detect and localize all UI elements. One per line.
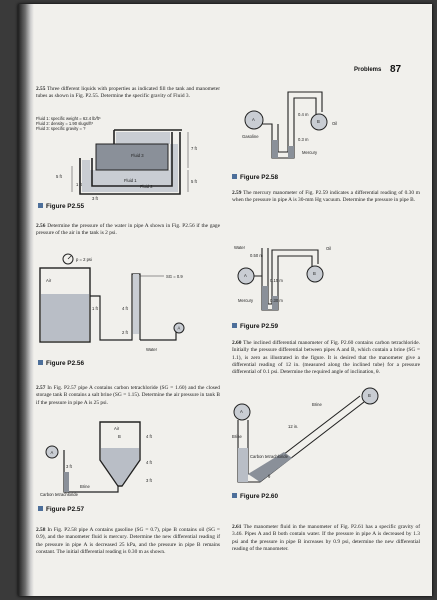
fig-p255-legend-2: Fluid 2: density = 1.90 slugs/ft³ (36, 121, 93, 126)
figure-p2-60-caption: Figure P2.60 (232, 493, 278, 500)
fig-p257-label-air: Air (114, 426, 120, 431)
fig-p260-label-brine-left: Brine (232, 434, 242, 439)
problem-2-60 (232, 340, 420, 376)
fig-p258-dim-0-4m: 0.4 m (298, 112, 309, 117)
figure-p2-55-caption: Figure P2.55 (38, 203, 84, 210)
problem-number: 2.61 (232, 524, 242, 530)
figure-p2-59-caption: Figure P2.59 (232, 323, 278, 330)
problem-number: 2.55 (36, 86, 46, 92)
fig-p259-dim-0-50m: 0.50 m (250, 253, 263, 258)
figure-p2-57-caption: Figure P2.57 (38, 506, 84, 513)
fig-p257-dim-4ft-mid: 4 ft (146, 460, 152, 465)
problem-2-55 (36, 86, 220, 101)
problem-text: Three different liquids with properties as indicated fill the tank and manometer tubes as shown in Fig. P2.55. Determine the specific gravity of Fluid 3. (36, 86, 220, 100)
problem-2-61 (232, 524, 420, 553)
figure-p2-59-diagram (232, 232, 422, 322)
fig-p255-dim-1ft: 1 ft (76, 182, 82, 187)
figure-p2-60-diagram (232, 393, 422, 490)
fig-p255-dim-7ft: 7 ft (191, 146, 197, 151)
problem-2-57 (36, 385, 220, 407)
problem-text: In Fig. P2.58 pipe A contains gasoline (SG = 0.7), pipe B contains oil (SG = 0.9), and the manometer fluid is mercury. Determine the new differential reading if the pressure in pipe A is decreased 25 kPa, and the pressure in pipe B remains constant. The initial differential reading is 0.30 m as shown. (36, 527, 220, 555)
caption-marker (232, 493, 237, 498)
figure-p2-58-diagram (232, 84, 422, 168)
fig-p255-dim-5ft-right: 5 ft (191, 179, 197, 184)
fig-p259-label-water: Water (234, 245, 246, 250)
fig-p259-dim-0-30m: 0.30 m (270, 298, 283, 303)
problem-text: The inclined differential manometer of Fig. P2.60 contains carbon tetrachloride. Initially the pressure differential between pipes A and B, which contain a brine (SG = 1.1), is zero as illustrated in the figure. It is desired that the manometer give a differential reading of 12 in. (measured along the inclined tube) for a pressure differential of 0.1 psi. Determine the required angle of inclination, θ. (232, 340, 420, 376)
problem-text: The mercury manometer of Fig. P2.59 indicates a differential reading of 0.30 m when the pressure in pipe A is 30-mm Hg vacuum. Determine the pressure in pipe B. (232, 190, 420, 204)
fig-p256-dim-1ft: 1 ft (92, 306, 98, 311)
fig-p256-label-water: Water (146, 347, 158, 352)
caption-marker (38, 360, 43, 365)
fig-p260-label-theta: θ (268, 474, 271, 479)
problem-number: 2.59 (232, 190, 242, 196)
fig-p260-label-pipe-a: A (240, 409, 243, 414)
fig-p255-label-fluid1: Fluid 1 (124, 178, 137, 183)
fig-p256-label-air: Air (46, 278, 52, 283)
figure-p2-57-diagram (36, 416, 226, 506)
fig-p255-legend-3: Fluid 3: specific gravity = ? (36, 126, 86, 131)
problem-2-56 (36, 223, 220, 238)
problem-2-58 (36, 527, 220, 556)
fig-p260-label-carbon: Carbon tetrachloride (250, 454, 288, 459)
fig-p256-label-pressure: p = 2 psi (76, 257, 92, 262)
problem-number: 2.57 (36, 385, 46, 391)
problem-2-59 (232, 190, 420, 205)
problem-text: The manometer fluid in the manometer of Fig. P2.61 has a specific gravity of 3.46. Pipes A and B both contain water. If the pressure in pipe A is decreased by 1.3 psi and the pressure in pipe B increases by 0.9 psi, determine the new differential reading of the manometer. (232, 524, 420, 552)
fig-p260-label-brine-right: Brine (312, 402, 322, 407)
problem-text: In Fig. P2.57 pipe A contains carbon tetrachloride (SG = 1.60) and the closed storage tank B contains a salt brine (SG = 1.15). Determine the air pressure in tank B if the pressure in pipe A is 25 psi. (36, 385, 220, 406)
fig-p256-dim-2ft: 2 ft (122, 330, 128, 335)
fig-p259-label-oil: Oil (326, 246, 332, 251)
fig-p257-label-brine: Brine (80, 484, 90, 489)
fig-p257-label-tank: B (118, 434, 121, 439)
caption-marker (38, 203, 43, 208)
section-header: Problems (354, 67, 382, 73)
fig-p255-label-fluid2: Fluid 2 (140, 184, 153, 189)
fluid-3-region (116, 132, 170, 144)
problem-number: 2.58 (36, 527, 46, 533)
fig-p255-dim-3ft: 3 ft (92, 196, 98, 201)
fig-p258-label-pipe-a: A (252, 117, 255, 122)
problem-number: 2.60 (232, 340, 242, 346)
fig-p258-dim-0-3m: 0.3 m (298, 137, 309, 142)
figure-p2-58-caption: Figure P2.58 (232, 174, 278, 181)
fig-p255-dim-5ft-left: 5 ft (56, 174, 62, 179)
book-spine-shadow (18, 4, 34, 596)
caption-marker (38, 506, 43, 511)
fig-p258-label-mercury: Mercury (302, 150, 318, 155)
fig-p260-label-pipe-b: B (368, 393, 371, 398)
fig-p257-dim-3ft-left: 3 ft (66, 464, 72, 469)
fig-p258-label-oil: Oil (332, 121, 338, 126)
problem-text: Determine the pressure of the water in pipe A shown in Fig. P2.56 if the gage pressure of the air in the tank is 2 psi. (36, 223, 220, 237)
tank-liquid (41, 294, 89, 341)
fig-p259-label-mercury: Mercury (238, 298, 254, 303)
fig-p259-dim-0-15m: 0.15 m (270, 278, 283, 283)
caption-marker (232, 323, 237, 328)
fig-p256-dim-4ft: 4 ft (122, 306, 128, 311)
textbook-page (18, 4, 432, 596)
fig-p258-label-pipe-b: B (317, 119, 320, 124)
figure-p2-55-diagram (36, 116, 226, 200)
caption-marker (232, 174, 237, 179)
page-number: 87 (390, 64, 402, 75)
problem-number: 2.56 (36, 223, 46, 229)
fig-p258-label-gasoline: Gasoline (242, 134, 259, 139)
fig-p259-label-pipe-a: A (244, 273, 247, 278)
fig-p257-label-pipe: A (50, 450, 54, 455)
fig-p256-label-sg: SG = 0.9 (166, 274, 183, 279)
fig-p257-label-carbon: Carbon tetrachloride (40, 492, 78, 497)
fig-p257-dim-4ft-top: 4 ft (146, 434, 152, 439)
figure-p2-56-diagram (36, 248, 226, 356)
fig-p259-label-pipe-b: B (313, 271, 316, 276)
fig-p260-dim-12in: 12 in. (288, 424, 299, 429)
figure-p2-56-caption: Figure P2.56 (38, 360, 84, 367)
fig-p256-label-pipe: A (177, 325, 181, 331)
fig-p255-legend-1: Fluid 1: specific weight = 62.4 lb/ft³ (36, 116, 101, 121)
fig-p257-dim-3ft-right: 3 ft (146, 478, 152, 483)
fig-p255-label-fluid3: Fluid 3 (131, 153, 144, 158)
